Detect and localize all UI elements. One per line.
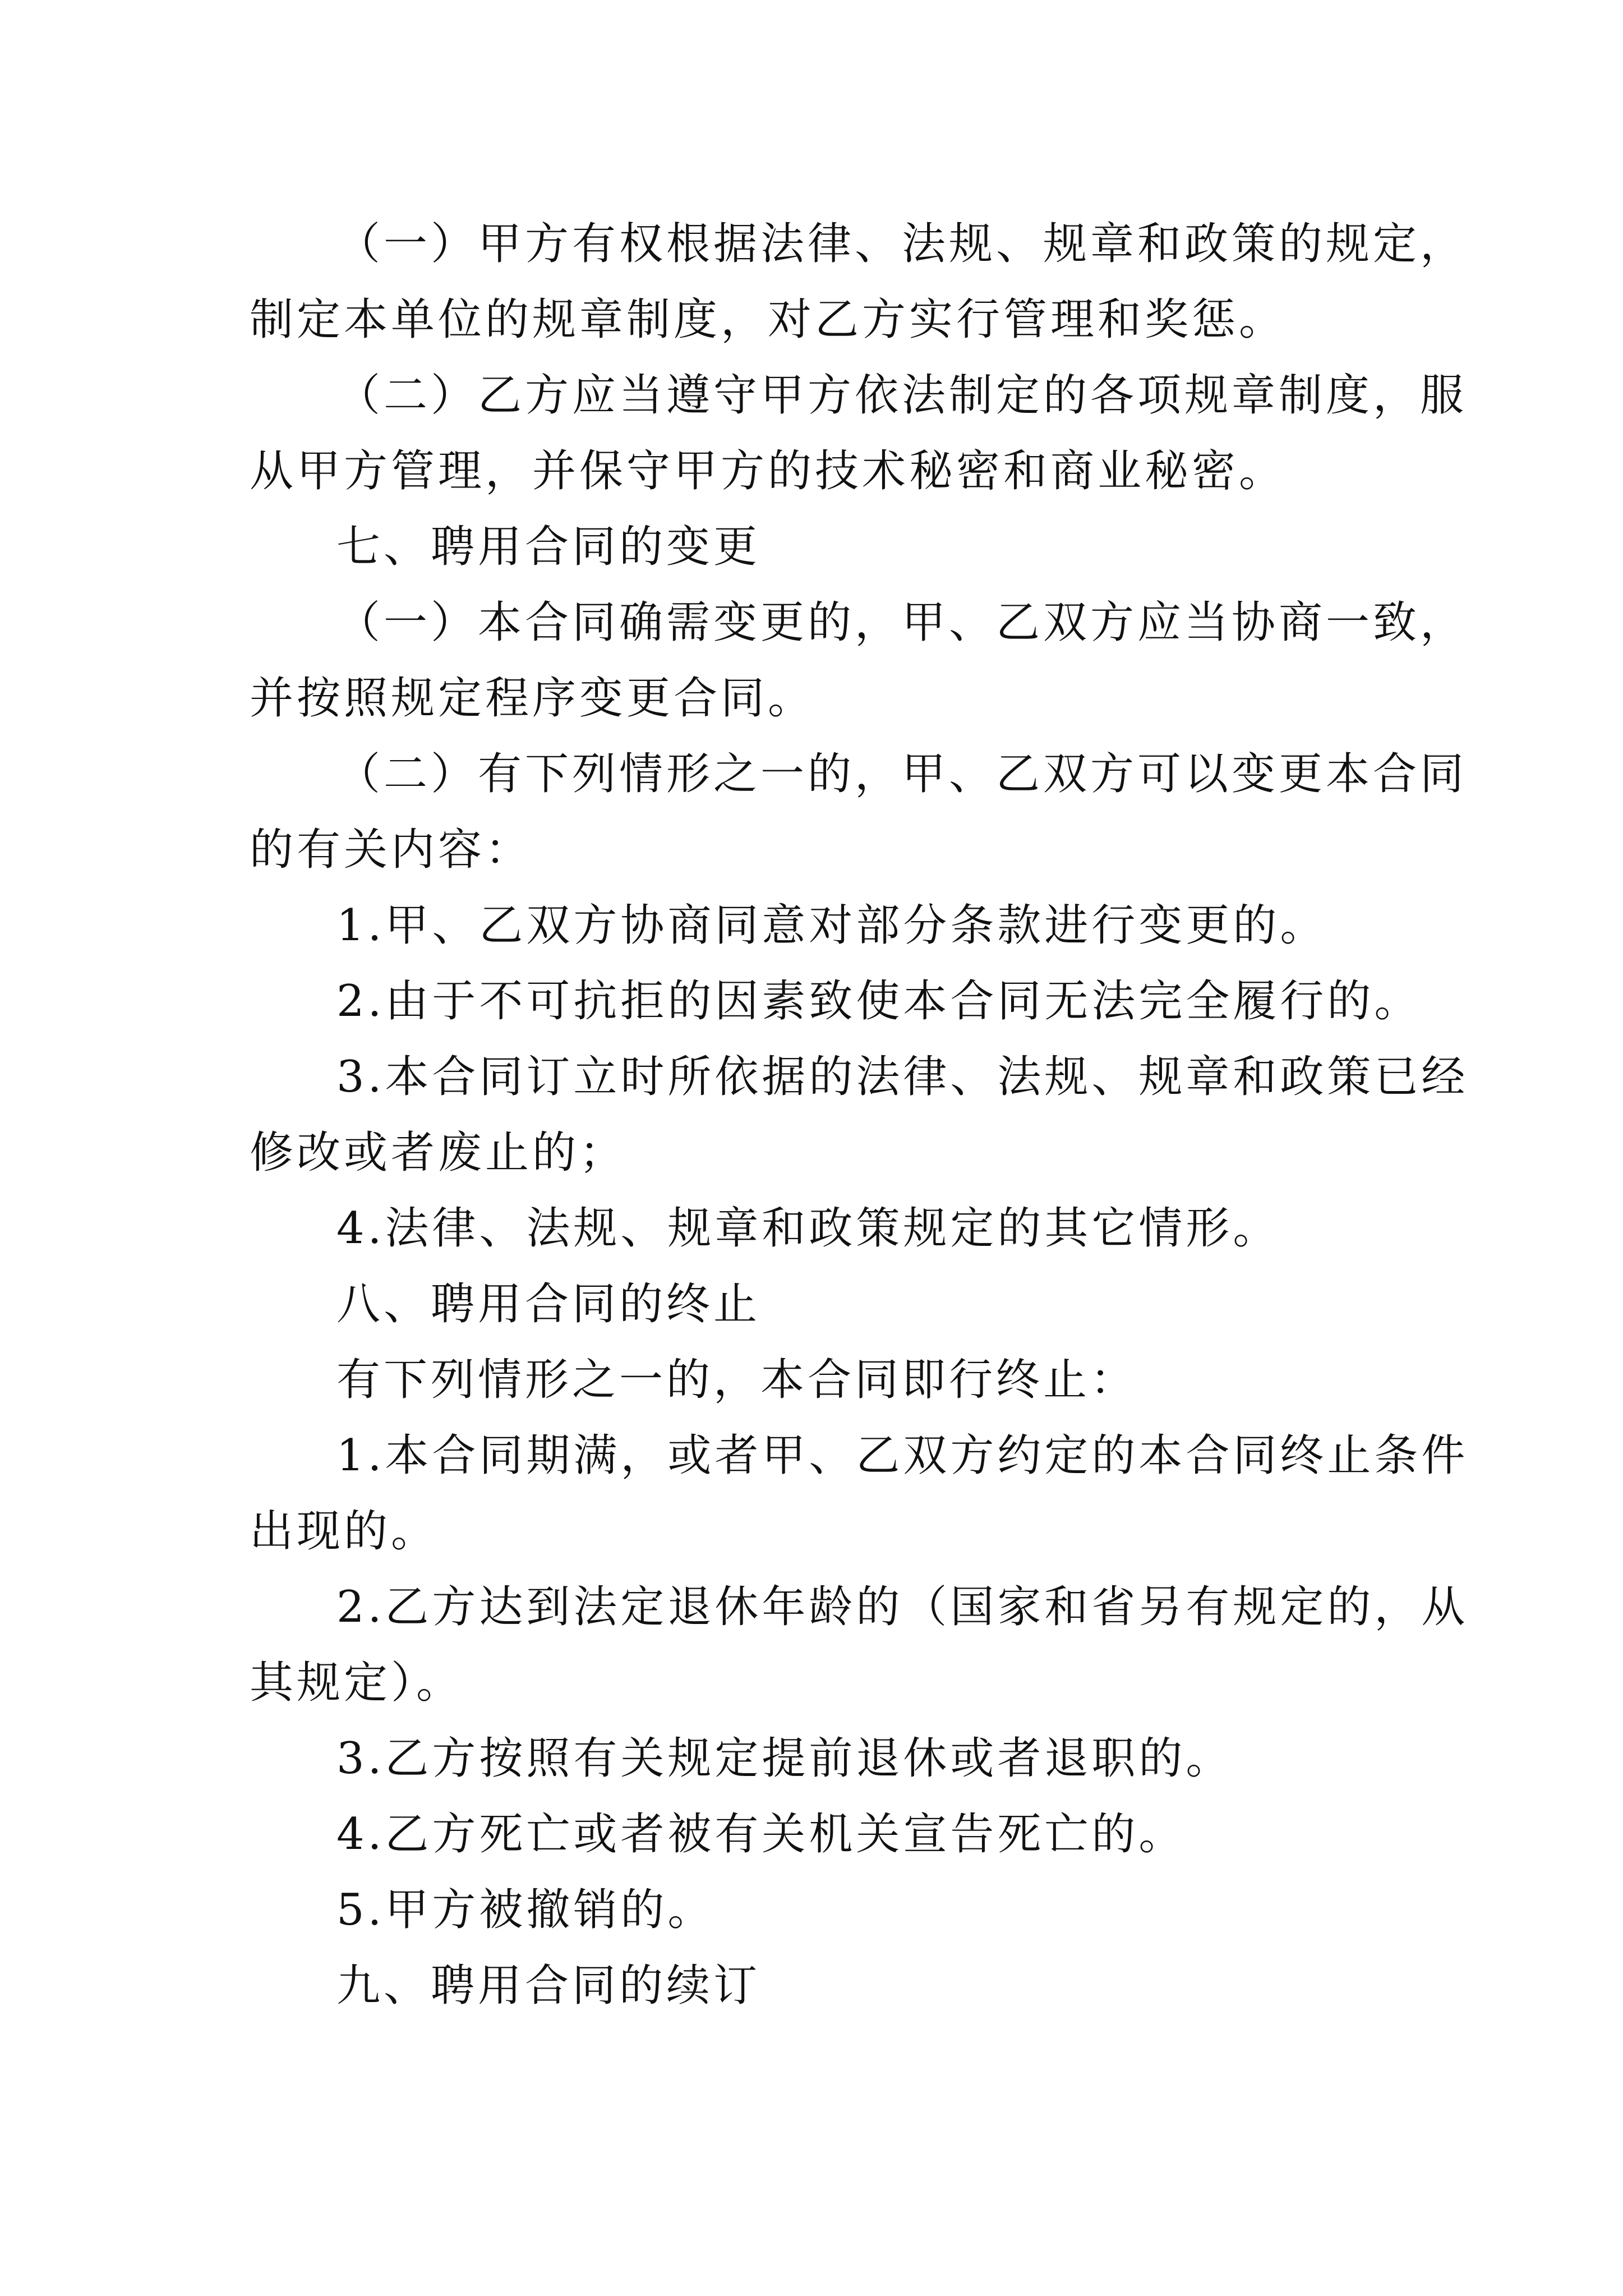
clause-7-1-line-1: （一）本合同确需变更的，甲、乙双方应当协商一致，	[336, 597, 1468, 648]
clause-8-item-2-line-1: 2.乙方达到法定退休年龄的（国家和省另有规定的，从	[336, 1582, 1469, 1632]
clause-8-item-4: 4.乙方死亡或者被有关机关宣告死亡的。	[336, 1809, 1186, 1860]
clause-8-item-3: 3.乙方按照有关规定提前退休或者退职的。	[336, 1733, 1233, 1784]
clause-7-2-line-2: 的有关内容：	[250, 825, 533, 875]
clause-8-item-1-line-1: 1.本合同期满，或者甲、乙双方约定的本合同终止条件	[336, 1430, 1469, 1481]
clause-6-1-line-1: （一）甲方有权根据法律、法规、规章和政策的规定，	[336, 219, 1468, 269]
clause-7-item-2: 2.由于不可抗拒的因素致使本合同无法完全履行的。	[336, 976, 1422, 1027]
clause-7-item-1: 1.甲、乙双方协商同意对部分条款进行变更的。	[336, 900, 1327, 951]
clause-8-item-5: 5.甲方被撤销的。	[336, 1885, 715, 1935]
clause-7-item-3-line-1: 3.本合同订立时所依据的法律、法规、规章和政策已经	[336, 1052, 1469, 1102]
section-9-heading: 九、聘用合同的续订	[336, 1961, 761, 2011]
clause-6-1-line-2: 制定本单位的规章制度，对乙方实行管理和奖惩。	[250, 295, 1287, 345]
clause-7-2-line-1: （二）有下列情形之一的，甲、乙双方可以变更本合同	[336, 749, 1468, 799]
section-7-heading: 七、聘用合同的变更	[336, 522, 761, 572]
clause-6-2-line-1: （二）乙方应当遵守甲方依法制定的各项规章制度，服	[336, 370, 1468, 421]
clause-8-intro: 有下列情形之一的，本合同即行终止：	[336, 1355, 1138, 1405]
clause-6-2-line-2: 从甲方管理，并保守甲方的技术秘密和商业秘密。	[250, 446, 1287, 496]
clause-8-item-2-line-2: 其规定）。	[250, 1658, 464, 1708]
section-8-heading: 八、聘用合同的终止	[336, 1279, 761, 1329]
clause-7-1-line-2: 并按照规定程序变更合同。	[250, 673, 815, 724]
clause-7-item-4: 4.法律、法规、规章和政策规定的其它情形。	[336, 1203, 1280, 1254]
clause-8-item-1-line-2: 出现的。	[250, 1506, 439, 1557]
clause-7-item-3-line-2: 修改或者废止的；	[250, 1128, 627, 1178]
